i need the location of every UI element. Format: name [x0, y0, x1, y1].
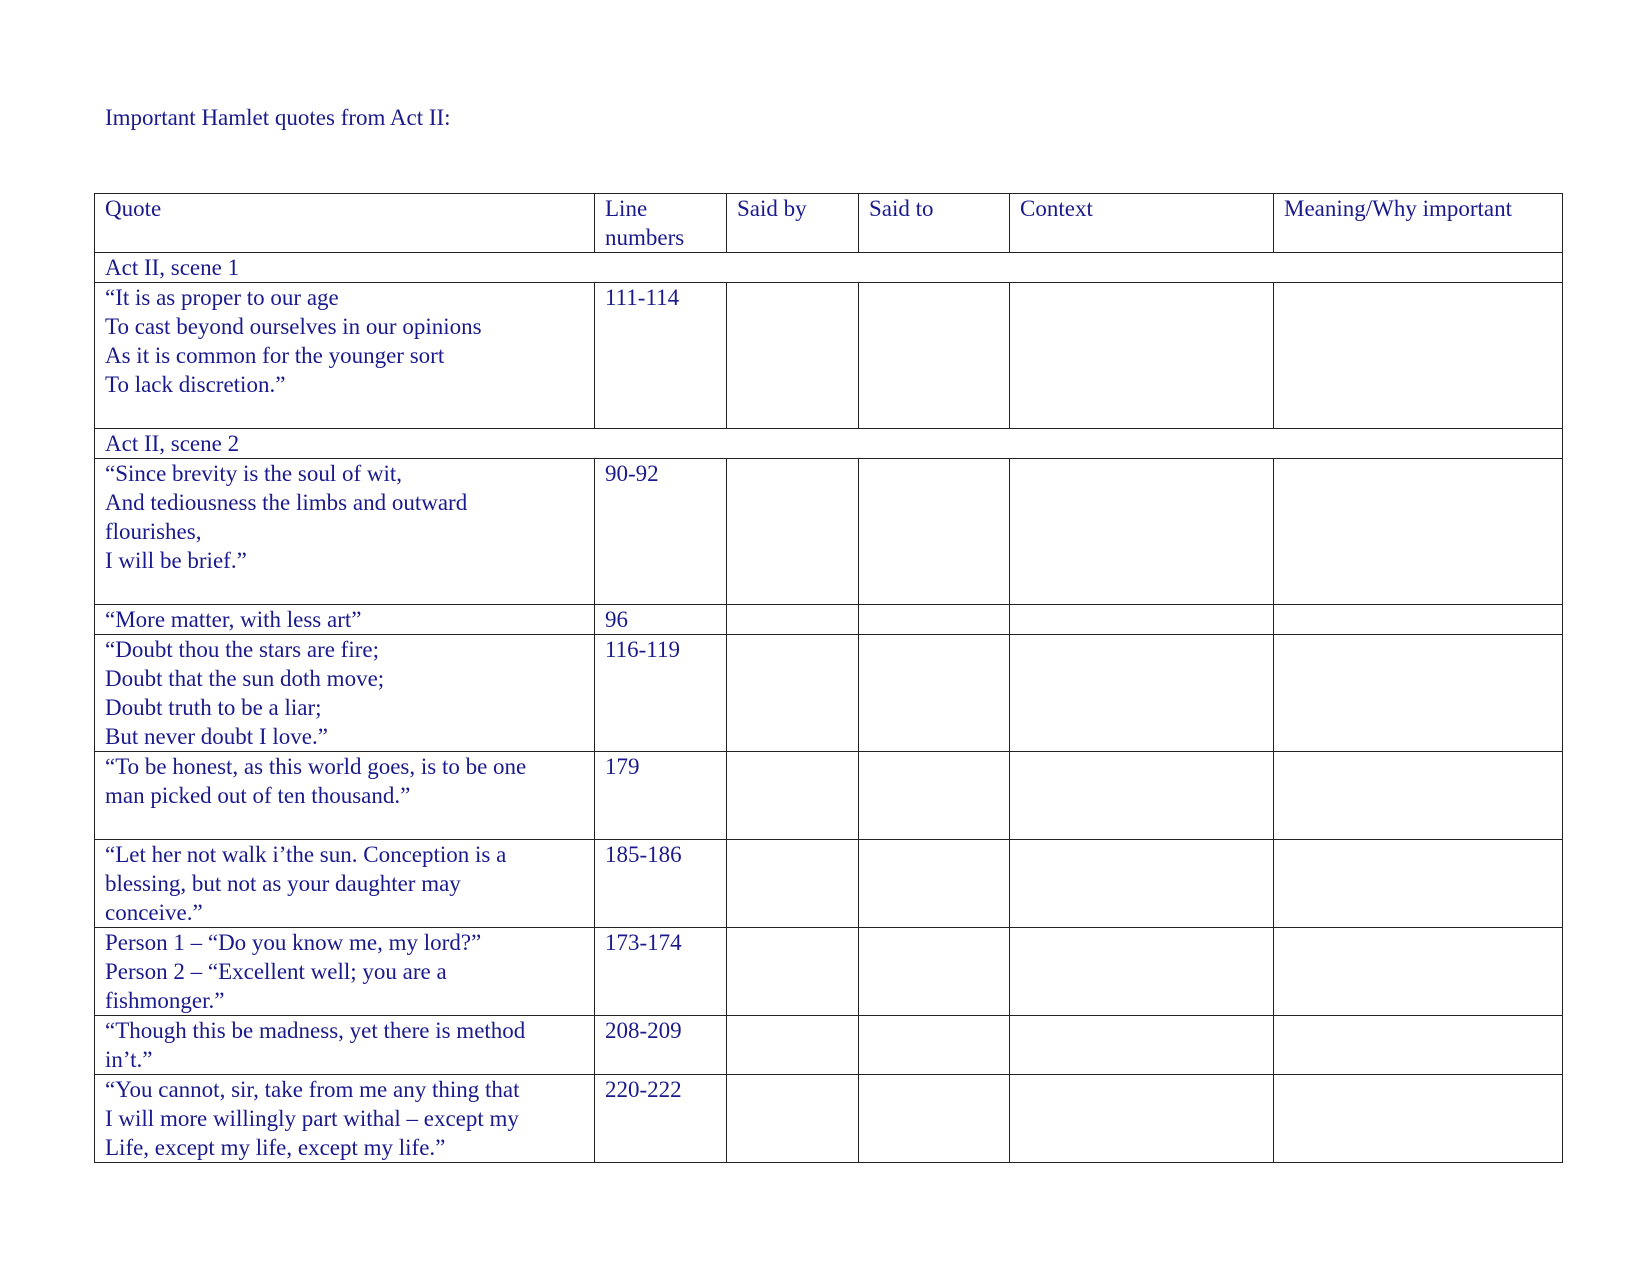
said-to-cell[interactable] [859, 635, 1010, 752]
meaning-cell[interactable] [1274, 635, 1563, 752]
said-by-cell[interactable] [727, 605, 859, 635]
meaning-cell[interactable] [1274, 752, 1563, 840]
line-numbers-cell: 111-114 [595, 283, 727, 429]
context-cell[interactable] [1010, 1075, 1274, 1163]
context-cell[interactable] [1010, 840, 1274, 928]
context-cell[interactable] [1010, 1016, 1274, 1075]
meaning-cell[interactable] [1274, 840, 1563, 928]
quote-cell: “It is as proper to our age To cast beyond ourselves in our opinions As it is common for the younger sort To lack discretion.” [95, 283, 595, 429]
said-to-cell[interactable] [859, 752, 1010, 840]
said-by-cell[interactable] [727, 1016, 859, 1075]
header-row [95, 194, 1563, 253]
meaning-cell[interactable] [1274, 283, 1563, 429]
column-header-line-numbers: Line numbers [595, 194, 727, 253]
line-numbers-cell: 208-209 [595, 1016, 727, 1075]
line-numbers-cell: 220-222 [595, 1075, 727, 1163]
section-label: Act II, scene 2 [95, 429, 1563, 459]
quote-cell: “More matter, with less art” [95, 605, 595, 635]
section-row [95, 429, 1563, 459]
quote-cell: Person 1 – “Do you know me, my lord?” Person 2 – “Excellent well; you are a fishmonger.” [95, 928, 595, 1016]
column-header-quote: Quote [95, 194, 595, 253]
quote-cell: “Let her not walk i’the sun. Conception is a blessing, but not as your daughter may conceive.” [95, 840, 595, 928]
column-header-context: Context [1010, 194, 1274, 253]
column-header-meaning: Meaning/Why important [1274, 194, 1563, 253]
meaning-cell[interactable] [1274, 1016, 1563, 1075]
table-row [95, 605, 1563, 635]
said-to-cell[interactable] [859, 1075, 1010, 1163]
section-row [95, 253, 1563, 283]
line-numbers-cell: 185-186 [595, 840, 727, 928]
line-numbers-cell: 96 [595, 605, 727, 635]
line-numbers-cell: 116-119 [595, 635, 727, 752]
line-numbers-cell: 173-174 [595, 928, 727, 1016]
quote-cell: “To be honest, as this world goes, is to be one man picked out of ten thousand.” [95, 752, 595, 840]
meaning-cell[interactable] [1274, 459, 1563, 605]
table-row [95, 283, 1563, 429]
context-cell[interactable] [1010, 605, 1274, 635]
line-numbers-cell: 90-92 [595, 459, 727, 605]
table-row [95, 752, 1563, 840]
meaning-cell[interactable] [1274, 605, 1563, 635]
context-cell[interactable] [1010, 459, 1274, 605]
table-row [95, 1075, 1563, 1163]
said-by-cell[interactable] [727, 928, 859, 1016]
said-to-cell[interactable] [859, 459, 1010, 605]
said-by-cell[interactable] [727, 840, 859, 928]
quote-cell: “Doubt thou the stars are fire; Doubt that the sun doth move; Doubt truth to be a liar; But never doubt I love.” [95, 635, 595, 752]
said-by-cell[interactable] [727, 752, 859, 840]
quote-cell: “Since brevity is the soul of wit, And tediousness the limbs and outward flourishes, I will be brief.” [95, 459, 595, 605]
said-by-cell[interactable] [727, 459, 859, 605]
quote-cell: “You cannot, sir, take from me any thing that I will more willingly part withal – except my Life, except my life, except my life.” [95, 1075, 595, 1163]
context-cell[interactable] [1010, 752, 1274, 840]
table-row [95, 1016, 1563, 1075]
quotes-table [94, 193, 1563, 1163]
said-by-cell[interactable] [727, 1075, 859, 1163]
quote-cell: “Though this be madness, yet there is method in’t.” [95, 1016, 595, 1075]
table-row [95, 459, 1563, 605]
said-to-cell[interactable] [859, 840, 1010, 928]
said-to-cell[interactable] [859, 1016, 1010, 1075]
context-cell[interactable] [1010, 928, 1274, 1016]
said-to-cell[interactable] [859, 283, 1010, 429]
said-by-cell[interactable] [727, 635, 859, 752]
context-cell[interactable] [1010, 283, 1274, 429]
column-header-said-by: Said by [727, 194, 859, 253]
said-to-cell[interactable] [859, 605, 1010, 635]
page-title: Important Hamlet quotes from Act II: [105, 105, 451, 130]
section-label: Act II, scene 1 [95, 253, 1563, 283]
meaning-cell[interactable] [1274, 928, 1563, 1016]
table-row [95, 635, 1563, 752]
table-row [95, 928, 1563, 1016]
meaning-cell[interactable] [1274, 1075, 1563, 1163]
column-header-said-to: Said to [859, 194, 1010, 253]
table-row [95, 840, 1563, 928]
said-by-cell[interactable] [727, 283, 859, 429]
context-cell[interactable] [1010, 635, 1274, 752]
said-to-cell[interactable] [859, 928, 1010, 1016]
line-numbers-cell: 179 [595, 752, 727, 840]
